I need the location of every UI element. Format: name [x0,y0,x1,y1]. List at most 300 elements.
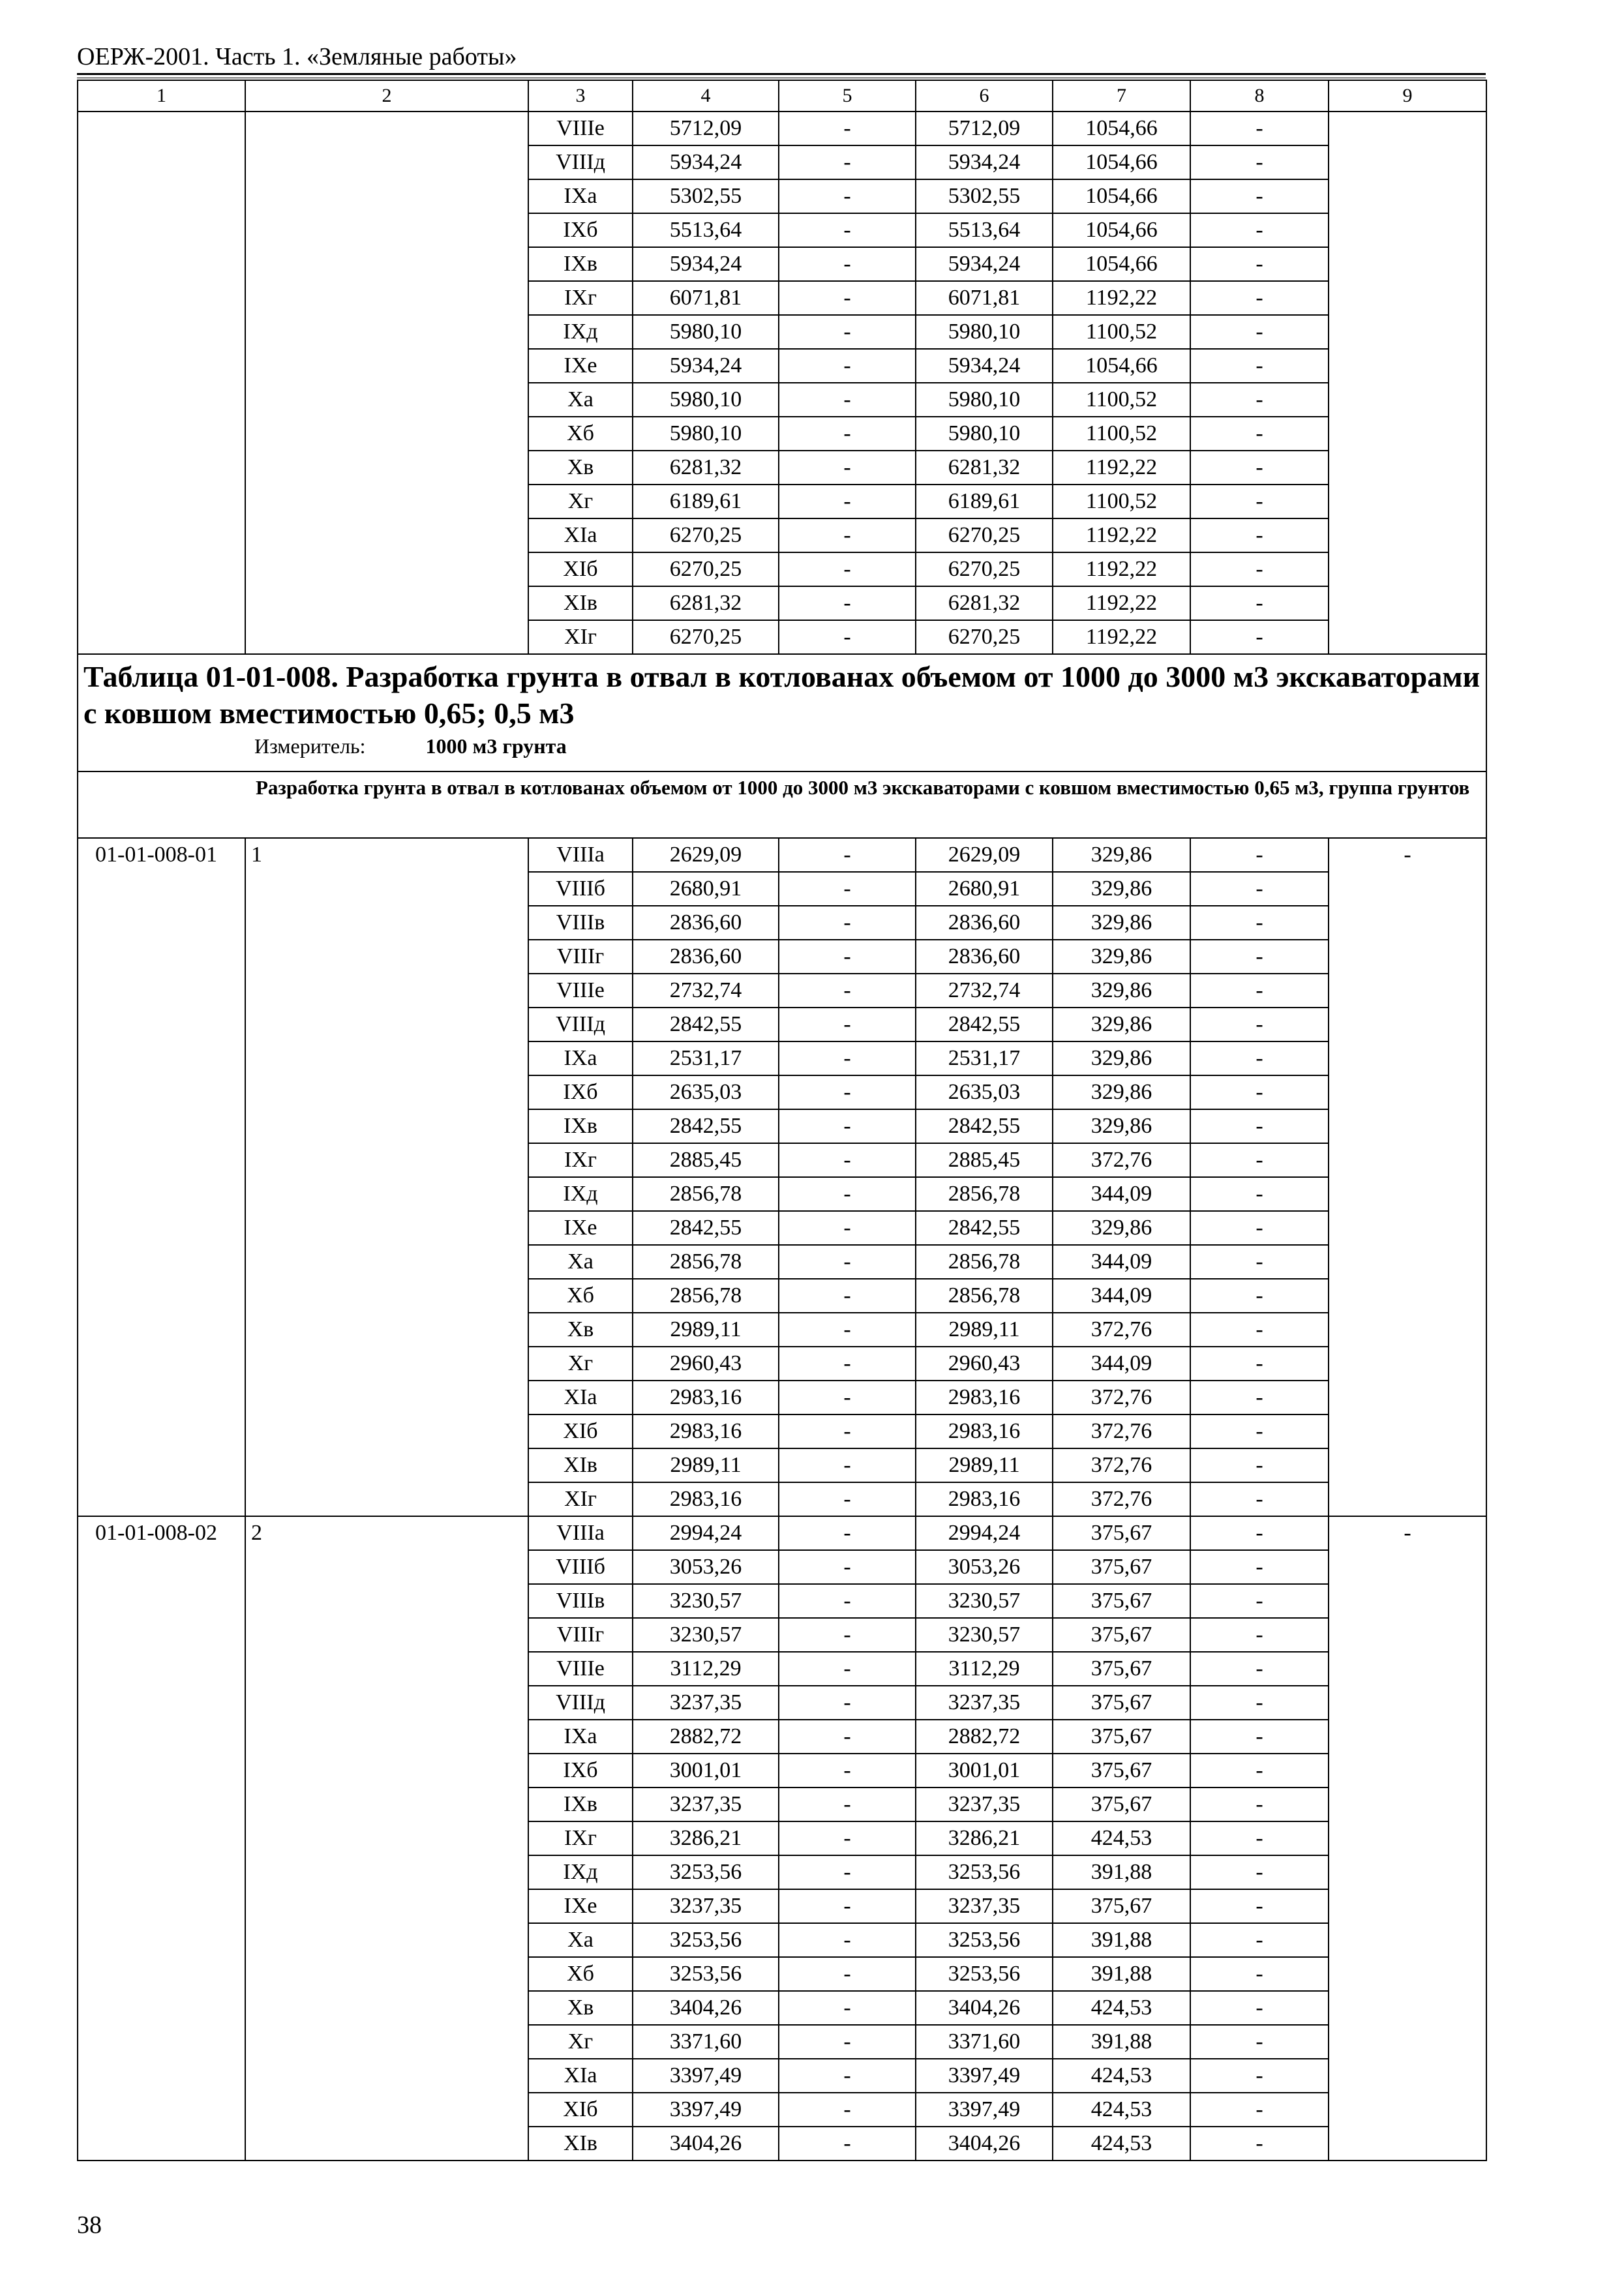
cell-col6: 3230,57 [916,1618,1053,1652]
cell-col8: - [1190,1686,1329,1720]
cell-col3: VIIIа [528,838,633,872]
cell-col5: - [779,1889,916,1923]
cell-col8: - [1190,552,1329,586]
cell-col8: - [1190,1923,1329,1957]
cell-col3: VIIIв [528,906,633,940]
cell-col6: 2856,78 [916,1279,1053,1313]
column-number: 2 [245,80,528,112]
cell-col3: XIб [528,2093,633,2127]
cell-col5: - [779,1957,916,1991]
cell-col8: - [1190,485,1329,518]
cell-col4: 3404,26 [633,2127,779,2161]
cell-col9: - [1329,1516,1486,2161]
rate-code: 01-01-008-02 [78,1516,245,2161]
cell-col4: 3237,35 [633,1889,779,1923]
cell-col3: VIIIв [528,1584,633,1618]
cell-col6: 2983,16 [916,1482,1053,1516]
cell-col4: 2983,16 [633,1482,779,1516]
column-number: 9 [1329,80,1486,112]
cell-col7: 375,67 [1053,1550,1190,1584]
cell-col8: - [1190,1381,1329,1414]
cell-col6: 2994,24 [916,1516,1053,1550]
cell-col4: 2983,16 [633,1381,779,1414]
cell-col7: 1054,66 [1053,112,1190,145]
cell-col6: 5712,09 [916,112,1053,145]
cell-col5: - [779,1584,916,1618]
cell-col7: 1054,66 [1053,247,1190,281]
cell-col7: 1192,22 [1053,586,1190,620]
cell-col4: 2629,09 [633,838,779,872]
cell-col3: Xг [528,1347,633,1381]
column-number: 8 [1190,80,1329,112]
cell-col5: - [779,417,916,451]
cell-col8: - [1190,1788,1329,1821]
cell-col6: 3001,01 [916,1754,1053,1788]
column-number: 3 [528,80,633,112]
cell-col5: - [779,451,916,485]
cell-col6: 3230,57 [916,1584,1053,1618]
cell-col6: 3237,35 [916,1788,1053,1821]
cell-col6: 6270,25 [916,552,1053,586]
cell-col4: 3001,01 [633,1754,779,1788]
cell-col3: XIв [528,2127,633,2161]
cell-col3: IXг [528,1143,633,1177]
cell-col7: 375,67 [1053,1720,1190,1754]
cell-col7: 424,53 [1053,1821,1190,1855]
cell-col9: - [1329,838,1486,1516]
rate-code: 01-01-008-01 [78,838,245,1516]
cell-col5: - [779,2127,916,2161]
cell-col8: - [1190,1279,1329,1313]
cell-col7: 391,88 [1053,2025,1190,2059]
cell-col3: Xв [528,1313,633,1347]
cell-col6: 3286,21 [916,1821,1053,1855]
cell-col8: - [1190,281,1329,315]
cell-col4: 3397,49 [633,2093,779,2127]
cell-col4: 3112,29 [633,1652,779,1686]
code-cell [78,112,245,654]
cell-col3: XIа [528,2059,633,2093]
cell-col5: - [779,1855,916,1889]
cell-col8: - [1190,906,1329,940]
cell-col7: 1192,22 [1053,451,1190,485]
cell-col3: VIIIд [528,1008,633,1041]
cell-col4: 2960,43 [633,1347,779,1381]
cell-col7: 375,67 [1053,1618,1190,1652]
cell-col8: - [1190,974,1329,1008]
cell-col6: 6281,32 [916,586,1053,620]
cell-col8: - [1190,2059,1329,2093]
cell-col8: - [1190,2025,1329,2059]
cell-col3: Xв [528,451,633,485]
cell-col6: 3237,35 [916,1686,1053,1720]
cell-col4: 2836,60 [633,940,779,974]
cell-col6: 6270,25 [916,518,1053,552]
cell-col7: 344,09 [1053,1347,1190,1381]
cell-col7: 391,88 [1053,1957,1190,1991]
cell-col5: - [779,247,916,281]
cell-col7: 424,53 [1053,2093,1190,2127]
table-heading [78,654,1486,771]
cell-col7: 329,86 [1053,872,1190,906]
cell-col8: - [1190,179,1329,213]
cell-col4: 6270,25 [633,518,779,552]
cell-col4: 3253,56 [633,1957,779,1991]
cell-col4: 2856,78 [633,1279,779,1313]
cell-col3: IXд [528,1177,633,1211]
cell-col4: 2989,11 [633,1448,779,1482]
cell-col6: 3397,49 [916,2059,1053,2093]
cell-col3: IXв [528,1788,633,1821]
cell-col6: 6189,61 [916,485,1053,518]
cell-col5: - [779,2059,916,2093]
cell-col5: - [779,1008,916,1041]
cell-col7: 375,67 [1053,1788,1190,1821]
cell-col7: 1054,66 [1053,145,1190,179]
cell-col8: - [1190,1516,1329,1550]
cell-col5: - [779,1245,916,1279]
table-title: Таблица 01-01-008. Разработка грунта в отвал в котлованах объемом от 1000 до 3000 м3 экскаваторами с ковшом вместимостью 0,65; 0,5 м3 [83,660,1481,730]
cell-col7: 1192,22 [1053,518,1190,552]
cell-col7: 372,76 [1053,1414,1190,1448]
subheading-row [78,771,1486,838]
cell-col6: 3237,35 [916,1889,1053,1923]
cell-col7: 372,76 [1053,1381,1190,1414]
cell-col3: XIв [528,1448,633,1482]
cell-col5: - [779,1788,916,1821]
cell-col7: 372,76 [1053,1482,1190,1516]
cell-col4: 2836,60 [633,906,779,940]
cell-col3: XIг [528,1482,633,1516]
cell-col4: 5712,09 [633,112,779,145]
cell-col3: XIа [528,518,633,552]
cell-col8: - [1190,1618,1329,1652]
cell-col7: 329,86 [1053,1008,1190,1041]
cell-col6: 5513,64 [916,213,1053,247]
cell-col4: 2856,78 [633,1177,779,1211]
column-number: 1 [78,80,245,112]
cell-col5: - [779,1618,916,1652]
cell-col5: - [779,1923,916,1957]
cell-col8: - [1190,247,1329,281]
cell-col7: 329,86 [1053,1075,1190,1109]
cell-col7: 372,76 [1053,1313,1190,1347]
cell-col5: - [779,1414,916,1448]
cell-col4: 3237,35 [633,1788,779,1821]
cell-col8: - [1190,1143,1329,1177]
column-number: 4 [633,80,779,112]
table-row [78,838,1486,872]
cell-col5: - [779,2025,916,2059]
cell-col8: - [1190,417,1329,451]
cell-col6: 5980,10 [916,383,1053,417]
cell-col7: 329,86 [1053,906,1190,940]
cell-col4: 3253,56 [633,1923,779,1957]
cell-col5: - [779,145,916,179]
cell-col3: Xа [528,1923,633,1957]
page-header [77,39,1486,74]
cell-col7: 1054,66 [1053,179,1190,213]
cell-col6: 2856,78 [916,1177,1053,1211]
cell-col8: - [1190,1720,1329,1754]
cell-col8: - [1190,1889,1329,1923]
cell-col6: 2882,72 [916,1720,1053,1754]
cell-col7: 1054,66 [1053,349,1190,383]
cell-col7: 1100,52 [1053,417,1190,451]
cell-col8: - [1190,1245,1329,1279]
cell-col3: XIа [528,1381,633,1414]
cell-col6: 2842,55 [916,1211,1053,1245]
cell-col4: 2680,91 [633,872,779,906]
cell-col7: 1054,66 [1053,213,1190,247]
cell-col5: - [779,872,916,906]
cell-col7: 1100,52 [1053,315,1190,349]
cell-col6: 2531,17 [916,1041,1053,1075]
cell-col4: 3286,21 [633,1821,779,1855]
cell-col7: 329,86 [1053,1041,1190,1075]
cell-col6: 3053,26 [916,1550,1053,1584]
cell-col3: IXе [528,349,633,383]
cell-col4: 2842,55 [633,1211,779,1245]
cell-col3: Xб [528,1279,633,1313]
cell-col8: - [1190,112,1329,145]
cell-col6: 2960,43 [916,1347,1053,1381]
cell-col4: 5980,10 [633,383,779,417]
cell-col5: - [779,281,916,315]
cell-col6: 3404,26 [916,2127,1053,2161]
cell-col3: IXб [528,1075,633,1109]
cell-col7: 1100,52 [1053,485,1190,518]
cell-col6: 2629,09 [916,838,1053,872]
cell-col9 [1329,112,1486,654]
cell-col5: - [779,906,916,940]
cell-col7: 329,86 [1053,838,1190,872]
cell-col3: IXв [528,247,633,281]
cell-col5: - [779,1720,916,1754]
cell-col6: 2989,11 [916,1313,1053,1347]
cell-col5: - [779,2093,916,2127]
cell-col7: 372,76 [1053,1448,1190,1482]
cell-col5: - [779,1516,916,1550]
cell-col5: - [779,179,916,213]
cell-col5: - [779,112,916,145]
cell-col3: Xг [528,485,633,518]
cell-col6: 6270,25 [916,620,1053,654]
cell-col3: IXг [528,1821,633,1855]
cell-col6: 2635,03 [916,1075,1053,1109]
cell-col3: VIIIг [528,1618,633,1652]
cell-col8: - [1190,838,1329,872]
cell-col6: 2983,16 [916,1414,1053,1448]
cell-col4: 6071,81 [633,281,779,315]
page-number: 38 [77,2211,102,2239]
cell-col7: 344,09 [1053,1245,1190,1279]
cell-col3: Xв [528,1991,633,2025]
cell-col3: IXб [528,1754,633,1788]
cell-col4: 3053,26 [633,1550,779,1584]
cell-col6: 2983,16 [916,1381,1053,1414]
cell-col6: 5302,55 [916,179,1053,213]
cell-col5: - [779,940,916,974]
cell-col8: - [1190,1957,1329,1991]
cell-col5: - [779,1143,916,1177]
column-number: 6 [916,80,1053,112]
cell-col7: 329,86 [1053,974,1190,1008]
cell-col5: - [779,1652,916,1686]
cell-col8: - [1190,1109,1329,1143]
cell-col4: 6281,32 [633,586,779,620]
cell-col4: 3253,56 [633,1855,779,1889]
cell-col3: IXа [528,1720,633,1754]
cell-col4: 5980,10 [633,417,779,451]
cell-col3: Xа [528,383,633,417]
cell-col7: 1192,22 [1053,281,1190,315]
cell-col5: - [779,552,916,586]
cell-col6: 5934,24 [916,247,1053,281]
cell-col5: - [779,1686,916,1720]
cell-col4: 5934,24 [633,349,779,383]
cell-col5: - [779,1448,916,1482]
cell-col6: 3253,56 [916,1923,1053,1957]
cell-col7: 424,53 [1053,2059,1190,2093]
unit-value: 1000 м3 грунта [425,734,567,758]
cell-col5: - [779,1041,916,1075]
cell-col7: 424,53 [1053,1991,1190,2025]
cell-col4: 5302,55 [633,179,779,213]
cell-col5: - [779,213,916,247]
cell-col4: 6270,25 [633,552,779,586]
cell-col3: IXе [528,1889,633,1923]
cell-col6: 3253,56 [916,1957,1053,1991]
cell-col4: 5513,64 [633,213,779,247]
unit-line [78,732,1486,759]
table-subheading: Разработка грунта в отвал в котлованах объемом от 1000 до 3000 м3 экскаваторами с ковшом вместимостью 0,65 м3, группа грунтов [78,771,1486,838]
cell-col8: - [1190,586,1329,620]
cell-col3: IXа [528,1041,633,1075]
cell-col3: Xа [528,1245,633,1279]
cell-col7: 375,67 [1053,1889,1190,1923]
cell-col4: 2983,16 [633,1414,779,1448]
cell-col8: - [1190,1414,1329,1448]
cell-col7: 1100,52 [1053,383,1190,417]
cell-col8: - [1190,451,1329,485]
cell-col3: XIб [528,1414,633,1448]
cell-col3: VIIIд [528,1686,633,1720]
cell-col8: - [1190,2093,1329,2127]
cell-col4: 6189,61 [633,485,779,518]
cell-col8: - [1190,518,1329,552]
cell-col3: VIIIе [528,112,633,145]
cell-col6: 2836,60 [916,940,1053,974]
cell-col3: XIв [528,586,633,620]
cell-col4: 3230,57 [633,1584,779,1618]
cell-col5: - [779,1109,916,1143]
cell-col6: 5934,24 [916,145,1053,179]
cell-col3: IXд [528,315,633,349]
cell-col7: 375,67 [1053,1652,1190,1686]
cell-col6: 2856,78 [916,1245,1053,1279]
cell-col5: - [779,1279,916,1313]
cell-col3: IXв [528,1109,633,1143]
cell-col5: - [779,620,916,654]
cell-col5: - [779,1991,916,2025]
cell-col8: - [1190,1754,1329,1788]
cell-col8: - [1190,213,1329,247]
table-row [78,112,1486,145]
cell-col4: 6270,25 [633,620,779,654]
cell-col6: 3371,60 [916,2025,1053,2059]
cell-col8: - [1190,349,1329,383]
cell-col5: - [779,349,916,383]
cell-col7: 375,67 [1053,1686,1190,1720]
cell-col3: VIIIд [528,145,633,179]
cell-col6: 3112,29 [916,1652,1053,1686]
cell-col4: 6281,32 [633,451,779,485]
cell-col3: Xб [528,1957,633,1991]
cell-col6: 2732,74 [916,974,1053,1008]
cell-col7: 344,09 [1053,1177,1190,1211]
cell-col6: 5980,10 [916,315,1053,349]
cell-col7: 329,86 [1053,1211,1190,1245]
cell-col5: - [779,1550,916,1584]
cell-col7: 372,76 [1053,1143,1190,1177]
cell-col4: 2732,74 [633,974,779,1008]
cell-col3: IXг [528,281,633,315]
cell-col7: 375,67 [1053,1584,1190,1618]
rate-number: 1 [245,838,528,1516]
cell-col5: - [779,1347,916,1381]
cell-col8: - [1190,1991,1329,2025]
cell-col4: 3397,49 [633,2059,779,2093]
cell-col5: - [779,1211,916,1245]
cell-col8: - [1190,1347,1329,1381]
rate-number: 2 [245,1516,528,2161]
cell-col8: - [1190,1211,1329,1245]
cell-col4: 3237,35 [633,1686,779,1720]
cell-col5: - [779,1821,916,1855]
cell-col6: 3253,56 [916,1855,1053,1889]
cell-col8: - [1190,1448,1329,1482]
cell-col6: 2989,11 [916,1448,1053,1482]
cell-col6: 3397,49 [916,2093,1053,2127]
cell-col5: - [779,1381,916,1414]
cell-col7: 375,67 [1053,1754,1190,1788]
cell-col7: 1192,22 [1053,552,1190,586]
cell-col8: - [1190,1482,1329,1516]
cell-col4: 3404,26 [633,1991,779,2025]
cell-col4: 2882,72 [633,1720,779,1754]
cell-col3: IXа [528,179,633,213]
cell-col4: 5934,24 [633,247,779,281]
cell-col3: VIIIе [528,1652,633,1686]
cell-col5: - [779,586,916,620]
cell-col5: - [779,974,916,1008]
cell-col6: 2885,45 [916,1143,1053,1177]
cell-col3: VIIIе [528,974,633,1008]
cell-col6: 2836,60 [916,906,1053,940]
table-heading-row [78,654,1486,771]
cell-col8: - [1190,1177,1329,1211]
cell-col6: 5980,10 [916,417,1053,451]
cell-col6: 3404,26 [916,1991,1053,2025]
column-number: 5 [779,80,916,112]
cell-col5: - [779,1482,916,1516]
cell-col7: 375,67 [1053,1516,1190,1550]
cell-col5: - [779,1177,916,1211]
cell-col3: IXе [528,1211,633,1245]
cell-col3: Xб [528,417,633,451]
cell-col4: 2842,55 [633,1109,779,1143]
